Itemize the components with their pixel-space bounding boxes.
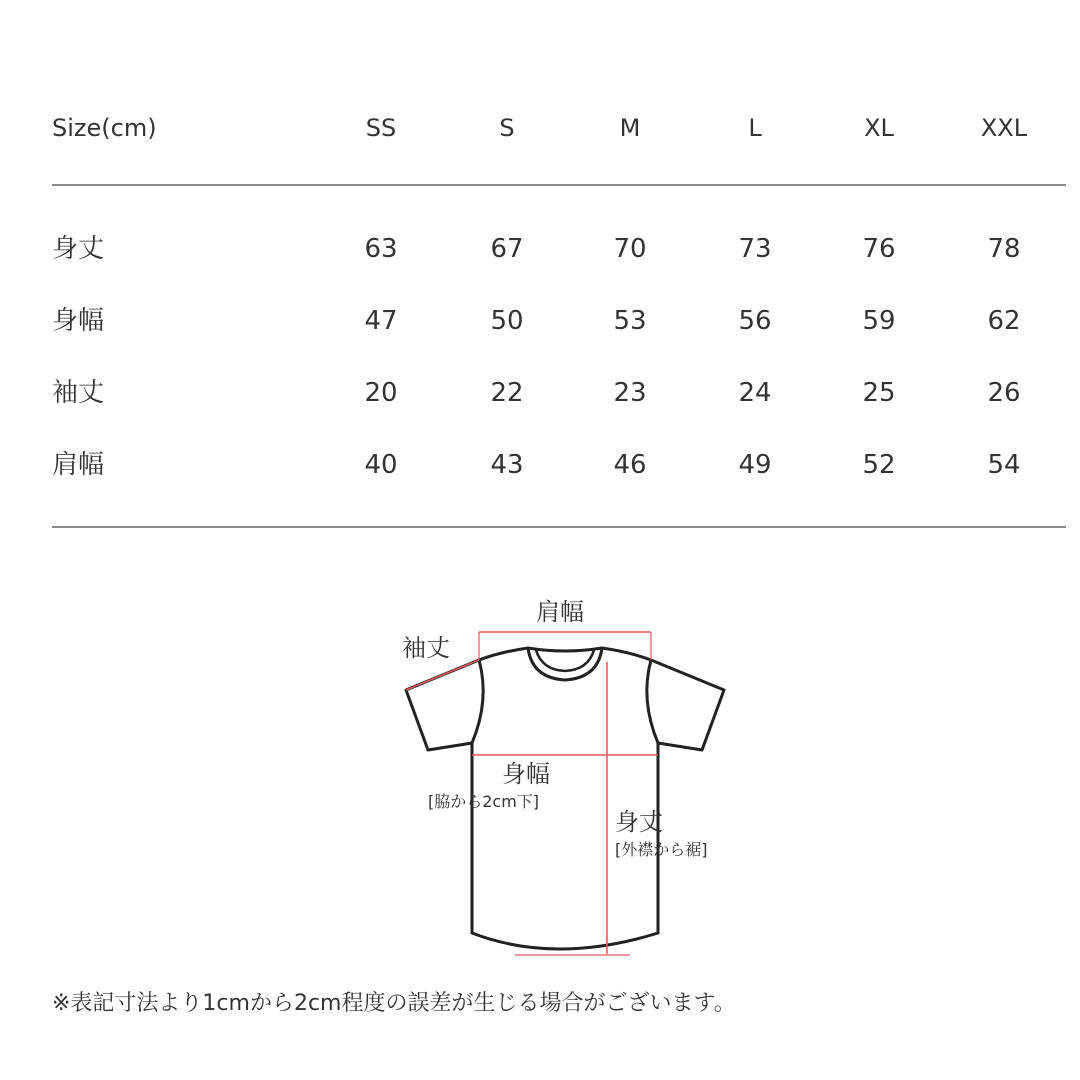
table-cell: 46 — [613, 450, 647, 480]
sleeve-length-label: 袖丈 — [402, 634, 450, 662]
table-cell: 62 — [987, 306, 1021, 336]
table-header-row — [52, 100, 1066, 156]
collar-outer-outline — [528, 648, 602, 680]
size-header-label: Size(cm) — [52, 114, 157, 142]
table-cell: 76 — [862, 234, 896, 264]
table-cell: 24 — [738, 378, 772, 408]
table-cell: 25 — [862, 378, 896, 408]
body-length-label: 身丈 — [615, 808, 663, 836]
table-bottom-divider — [52, 526, 1066, 528]
table-cell: 63 — [364, 234, 398, 264]
size-header-s: S — [499, 114, 515, 142]
table-cell: 59 — [862, 306, 896, 336]
row-label: 袖丈 — [52, 378, 105, 408]
table-cell: 70 — [613, 234, 647, 264]
sleeve-measure-line — [406, 660, 479, 690]
size-header-xl: XL — [864, 114, 894, 142]
size-header-m: M — [619, 114, 641, 142]
size-table — [52, 100, 1066, 480]
table-row-body-width — [52, 293, 1066, 365]
table-cell: 78 — [987, 234, 1021, 264]
table-cell: 47 — [364, 306, 398, 336]
table-cell: 49 — [738, 450, 772, 480]
table-cell: 22 — [490, 378, 524, 408]
table-top-divider — [52, 184, 1066, 186]
table-row-length — [52, 221, 1066, 293]
left-sleeve-seam — [472, 660, 483, 743]
table-row-sleeve — [52, 365, 1066, 437]
table-cell: 67 — [490, 234, 524, 264]
table-cell: 54 — [987, 450, 1021, 480]
row-label: 身幅 — [52, 306, 105, 336]
table-cell: 73 — [738, 234, 772, 264]
body-width-label: 身幅 — [502, 760, 550, 788]
table-body — [52, 221, 1066, 509]
table-cell: 50 — [490, 306, 524, 336]
table-cell: 40 — [364, 450, 398, 480]
shoulder-width-label: 肩幅 — [536, 598, 584, 626]
row-label: 肩幅 — [52, 450, 105, 480]
right-sleeve-seam — [647, 660, 658, 743]
table-row-shoulder — [52, 437, 1066, 509]
table-cell: 56 — [738, 306, 772, 336]
body-width-note: [脇から2cm下] — [428, 792, 540, 811]
tshirt-measurement-diagram — [390, 590, 740, 970]
table-cell: 23 — [613, 378, 647, 408]
measurement-disclaimer: ※表記寸法より1cmから2cm程度の誤差が生じる場合がございます。 — [52, 991, 736, 1016]
table-cell: 26 — [987, 378, 1021, 408]
size-header-ss: SS — [365, 114, 397, 142]
row-label: 身丈 — [52, 234, 105, 264]
collar-inner-outline — [536, 650, 594, 671]
table-cell: 20 — [364, 378, 398, 408]
size-header-xxl: XXL — [980, 114, 1028, 142]
body-length-note: [外襟から裾] — [615, 840, 708, 859]
size-header-l: L — [748, 114, 762, 142]
table-cell: 43 — [490, 450, 524, 480]
table-cell: 52 — [862, 450, 896, 480]
table-cell: 53 — [613, 306, 647, 336]
